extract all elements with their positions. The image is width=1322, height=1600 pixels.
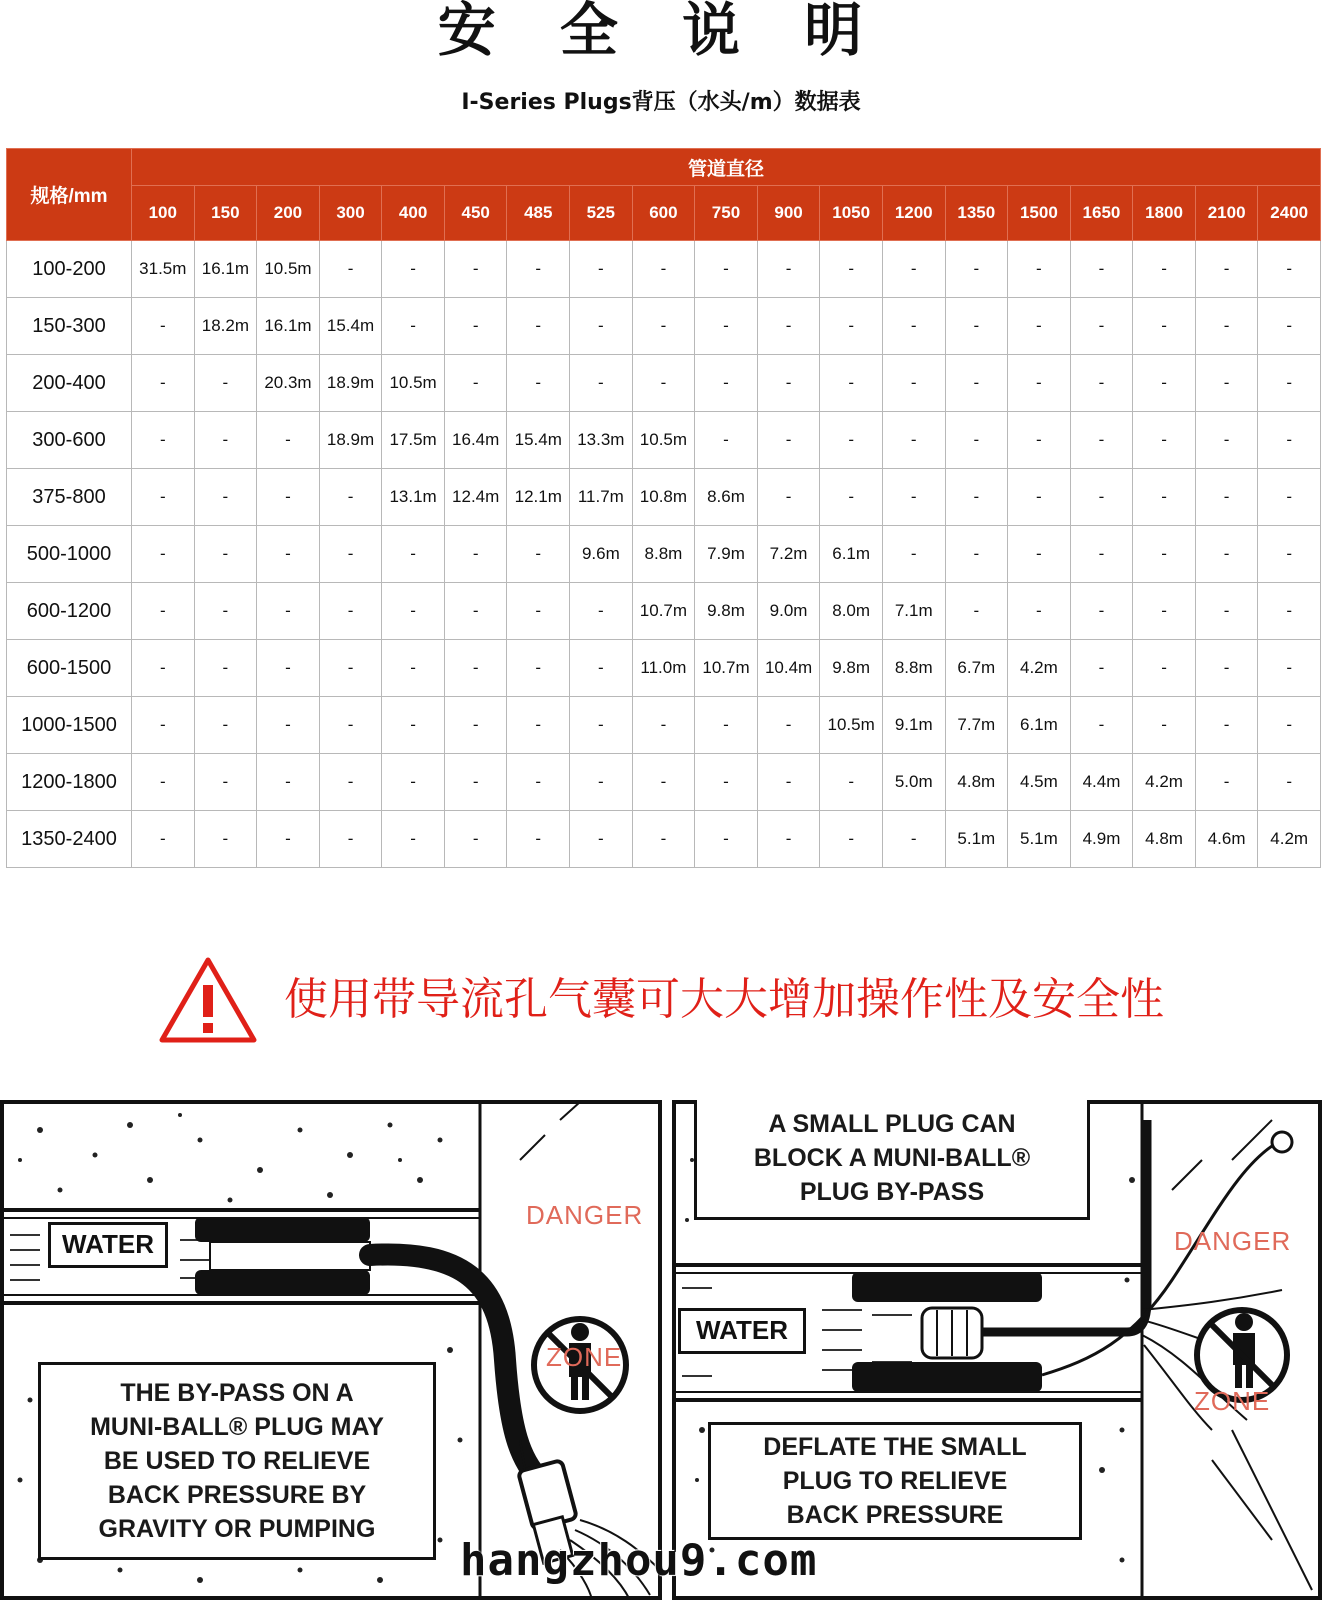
table-cell: -: [507, 583, 570, 640]
table-cell: -: [1258, 298, 1321, 355]
table-cell: -: [319, 640, 382, 697]
table-cell: -: [820, 355, 883, 412]
table-cell: -: [695, 811, 758, 868]
table-cell: -: [695, 298, 758, 355]
table-row: [7, 469, 1321, 526]
table-cell: -: [1070, 526, 1133, 583]
table-cell: 13.3m: [570, 412, 633, 469]
table-cell: -: [570, 640, 633, 697]
table-cell: -: [194, 412, 257, 469]
column-header-2100: 2100: [1195, 186, 1258, 241]
table-cell: -: [695, 412, 758, 469]
table-cell: -: [1133, 298, 1196, 355]
table-cell: -: [1133, 469, 1196, 526]
table-cell: -: [570, 298, 633, 355]
table-cell: -: [882, 469, 945, 526]
table-cell: 5.1m: [945, 811, 1008, 868]
table-cell: 10.4m: [757, 640, 820, 697]
table-cell: 10.5m: [257, 241, 320, 298]
table-cell: -: [1195, 412, 1258, 469]
table-column-header-row: [7, 186, 1321, 241]
table-cell: 7.9m: [695, 526, 758, 583]
table-corner-header: 规格/mm: [7, 149, 132, 241]
row-size-label: 300-600: [7, 412, 132, 469]
table-cell: 4.2m: [1258, 811, 1321, 868]
table-cell: -: [945, 526, 1008, 583]
table-cell: -: [820, 412, 883, 469]
table-cell: -: [507, 241, 570, 298]
table-cell: 17.5m: [382, 412, 445, 469]
table-cell: -: [570, 754, 633, 811]
column-header-750: 750: [695, 186, 758, 241]
warning-text: 使用带导流孔气囊可大大增加操作性及安全性: [284, 974, 1164, 1025]
column-header-200: 200: [257, 186, 320, 241]
table-cell: 9.1m: [882, 697, 945, 754]
table-cell: 10.7m: [695, 640, 758, 697]
column-header-450: 450: [444, 186, 507, 241]
table-cell: -: [1195, 640, 1258, 697]
table-cell: -: [1008, 583, 1071, 640]
table-cell: 18.9m: [319, 412, 382, 469]
table-cell: -: [945, 355, 1008, 412]
table-cell: 7.7m: [945, 697, 1008, 754]
table-cell: 4.9m: [1070, 811, 1133, 868]
table-cell: -: [632, 355, 695, 412]
table-cell: -: [1133, 526, 1196, 583]
table-cell: 7.2m: [757, 526, 820, 583]
table-cell: -: [757, 412, 820, 469]
table-cell: -: [1070, 241, 1133, 298]
column-header-1800: 1800: [1133, 186, 1196, 241]
table-cell: 6.7m: [945, 640, 1008, 697]
table-cell: -: [1133, 241, 1196, 298]
table-row: [7, 811, 1321, 868]
table-cell: 9.0m: [757, 583, 820, 640]
table-cell: -: [132, 355, 195, 412]
column-header-300: 300: [319, 186, 382, 241]
table-cell: -: [757, 469, 820, 526]
table-cell: 9.8m: [820, 640, 883, 697]
table-cell: -: [882, 241, 945, 298]
column-header-400: 400: [382, 186, 445, 241]
table-cell: -: [1258, 469, 1321, 526]
column-header-1050: 1050: [820, 186, 883, 241]
table-cell: -: [382, 583, 445, 640]
table-cell: 4.4m: [1070, 754, 1133, 811]
table-cell: -: [1195, 298, 1258, 355]
table-cell: -: [882, 526, 945, 583]
page-title: 安 全 说 明: [437, 0, 885, 64]
table-cell: -: [257, 697, 320, 754]
table-cell: -: [444, 583, 507, 640]
table-cell: 13.1m: [382, 469, 445, 526]
small-plug-caption-right: A SMALL PLUG CAN BLOCK A MUNI-BALL® PLUG BY-PASS: [694, 1100, 1090, 1220]
column-header-1650: 1650: [1070, 186, 1133, 241]
table-cell: -: [507, 754, 570, 811]
deflate-caption-right: DEFLATE THE SMALL PLUG TO RELIEVE BACK PRESSURE: [708, 1422, 1082, 1540]
table-cell: -: [632, 697, 695, 754]
table-cell: -: [757, 241, 820, 298]
table-cell: -: [194, 811, 257, 868]
table-cell: -: [132, 583, 195, 640]
table-cell: -: [1195, 583, 1258, 640]
row-size-label: 600-1500: [7, 640, 132, 697]
column-header-900: 900: [757, 186, 820, 241]
table-cell: -: [319, 583, 382, 640]
column-header-150: 150: [194, 186, 257, 241]
table-cell: -: [319, 469, 382, 526]
row-size-label: 100-200: [7, 241, 132, 298]
table-cell: -: [507, 697, 570, 754]
table-row: [7, 526, 1321, 583]
table-cell: -: [1195, 697, 1258, 754]
table-cell: -: [257, 583, 320, 640]
table-cell: -: [1008, 412, 1071, 469]
table-cell: -: [132, 811, 195, 868]
table-cell: -: [695, 697, 758, 754]
water-label-left: WATER: [48, 1222, 168, 1268]
table-cell: -: [319, 241, 382, 298]
table-cell: -: [945, 583, 1008, 640]
water-label-right: WATER: [678, 1308, 806, 1354]
table-row: [7, 697, 1321, 754]
table-cell: -: [757, 355, 820, 412]
table-cell: -: [1133, 640, 1196, 697]
table-cell: -: [444, 811, 507, 868]
table-cell: -: [695, 754, 758, 811]
table-cell: -: [757, 298, 820, 355]
table-cell: -: [194, 526, 257, 583]
table-cell: -: [882, 811, 945, 868]
table-cell: 16.1m: [257, 298, 320, 355]
table-cell: 12.4m: [444, 469, 507, 526]
table-cell: 9.6m: [570, 526, 633, 583]
zone-label-left: ZONE: [546, 1342, 623, 1372]
table-cell: -: [1070, 640, 1133, 697]
table-cell: 16.4m: [444, 412, 507, 469]
table-cell: -: [319, 697, 382, 754]
table-cell: -: [257, 811, 320, 868]
table-cell: -: [507, 298, 570, 355]
table-cell: -: [507, 811, 570, 868]
table-row: [7, 412, 1321, 469]
table-cell: -: [1195, 469, 1258, 526]
bypass-diagram-right: [672, 1100, 1322, 1600]
table-cell: -: [194, 640, 257, 697]
table-cell: 10.7m: [632, 583, 695, 640]
table-cell: -: [1008, 355, 1071, 412]
table-cell: -: [1008, 298, 1071, 355]
table-cell: -: [1258, 355, 1321, 412]
backpressure-table: [6, 148, 1321, 868]
table-cell: -: [382, 754, 445, 811]
warning-triangle-icon: [158, 955, 258, 1045]
column-header-1200: 1200: [882, 186, 945, 241]
table-cell: -: [1070, 583, 1133, 640]
table-cell: -: [132, 697, 195, 754]
table-cell: -: [945, 412, 1008, 469]
table-cell: -: [1258, 640, 1321, 697]
table-cell: -: [1008, 469, 1071, 526]
table-cell: -: [194, 469, 257, 526]
column-header-100: 100: [132, 186, 195, 241]
table-cell: 12.1m: [507, 469, 570, 526]
danger-label-right: DANGER: [1174, 1226, 1292, 1256]
table-cell: 20.3m: [257, 355, 320, 412]
table-cell: -: [257, 469, 320, 526]
table-cell: 4.8m: [945, 754, 1008, 811]
table-cell: -: [757, 697, 820, 754]
table-cell: 31.5m: [132, 241, 195, 298]
table-cell: -: [507, 355, 570, 412]
table-cell: 4.6m: [1195, 811, 1258, 868]
row-size-label: 1200-1800: [7, 754, 132, 811]
table-cell: -: [570, 697, 633, 754]
table-cell: 8.6m: [695, 469, 758, 526]
table-cell: -: [132, 469, 195, 526]
column-header-2400: 2400: [1258, 186, 1321, 241]
table-row: [7, 583, 1321, 640]
table-cell: 10.5m: [382, 355, 445, 412]
table-cell: -: [444, 355, 507, 412]
table-cell: -: [132, 754, 195, 811]
danger-label-left: DANGER: [526, 1200, 644, 1230]
table-cell: -: [1258, 697, 1321, 754]
table-cell: -: [820, 811, 883, 868]
table-cell: -: [1195, 355, 1258, 412]
table-cell: -: [382, 697, 445, 754]
table-cell: -: [1258, 241, 1321, 298]
table-cell: -: [194, 754, 257, 811]
table-cell: 10.8m: [632, 469, 695, 526]
bypass-caption-left: THE BY-PASS ON A MUNI-BALL® PLUG MAY BE USED TO RELIEVE BACK PRESSURE BY GRAVITY OR PUMPING: [38, 1362, 436, 1560]
table-cell: -: [444, 298, 507, 355]
table-cell: -: [132, 526, 195, 583]
table-cell: -: [632, 241, 695, 298]
table-cell: -: [945, 241, 1008, 298]
table-cell: -: [882, 298, 945, 355]
table-cell: -: [444, 241, 507, 298]
table-cell: -: [1195, 241, 1258, 298]
row-size-label: 500-1000: [7, 526, 132, 583]
table-cell: -: [757, 811, 820, 868]
table-cell: -: [570, 355, 633, 412]
table-cell: -: [319, 811, 382, 868]
table-cell: -: [1008, 526, 1071, 583]
table-cell: 8.8m: [882, 640, 945, 697]
table-cell: 6.1m: [1008, 697, 1071, 754]
table-cell: -: [632, 754, 695, 811]
safety-warning-banner: [0, 955, 1322, 1045]
table-cell: 11.7m: [570, 469, 633, 526]
table-cell: -: [194, 355, 257, 412]
table-cell: -: [257, 754, 320, 811]
table-cell: -: [1195, 526, 1258, 583]
table-cell: -: [1258, 583, 1321, 640]
row-size-label: 600-1200: [7, 583, 132, 640]
table-cell: -: [319, 754, 382, 811]
table-row: [7, 640, 1321, 697]
table-cell: -: [132, 412, 195, 469]
table-cell: -: [632, 298, 695, 355]
column-header-600: 600: [632, 186, 695, 241]
table-cell: -: [1133, 697, 1196, 754]
table-cell: 7.1m: [882, 583, 945, 640]
pipe-diameter-group-header: 管道直径: [132, 149, 1321, 186]
table-cell: -: [570, 583, 633, 640]
table-cell: 11.0m: [632, 640, 695, 697]
table-cell: -: [444, 754, 507, 811]
table-cell: -: [1133, 412, 1196, 469]
table-cell: -: [507, 526, 570, 583]
table-cell: 8.0m: [820, 583, 883, 640]
table-cell: -: [1258, 526, 1321, 583]
column-header-1350: 1350: [945, 186, 1008, 241]
table-cell: 4.2m: [1008, 640, 1071, 697]
table-cell: -: [1070, 355, 1133, 412]
table-cell: -: [1133, 583, 1196, 640]
table-cell: 6.1m: [820, 526, 883, 583]
table-cell: -: [382, 526, 445, 583]
table-cell: -: [1258, 754, 1321, 811]
table-cell: 4.2m: [1133, 754, 1196, 811]
row-size-label: 1000-1500: [7, 697, 132, 754]
table-row: [7, 754, 1321, 811]
bypass-diagram-left: [0, 1100, 662, 1600]
row-size-label: 1350-2400: [7, 811, 132, 868]
table-cell: -: [945, 469, 1008, 526]
table-cell: 10.5m: [632, 412, 695, 469]
table-cell: 15.4m: [507, 412, 570, 469]
column-header-525: 525: [570, 186, 633, 241]
table-cell: -: [444, 526, 507, 583]
table-cell: -: [882, 412, 945, 469]
row-size-label: 150-300: [7, 298, 132, 355]
table-cell: -: [507, 640, 570, 697]
table-cell: 5.1m: [1008, 811, 1071, 868]
table-cell: 18.2m: [194, 298, 257, 355]
table-cell: -: [444, 640, 507, 697]
row-size-label: 200-400: [7, 355, 132, 412]
table-cell: -: [695, 241, 758, 298]
table-cell: -: [820, 241, 883, 298]
table-cell: -: [382, 298, 445, 355]
table-cell: 10.5m: [820, 697, 883, 754]
table-cell: 4.8m: [1133, 811, 1196, 868]
table-cell: -: [382, 811, 445, 868]
table-cell: -: [820, 754, 883, 811]
table-cell: -: [1258, 412, 1321, 469]
table-cell: -: [1195, 754, 1258, 811]
table-cell: -: [382, 241, 445, 298]
table-cell: 8.8m: [632, 526, 695, 583]
row-size-label: 375-800: [7, 469, 132, 526]
table-cell: -: [1070, 697, 1133, 754]
table-cell: 9.8m: [695, 583, 758, 640]
table-cell: -: [444, 697, 507, 754]
table-cell: -: [1070, 298, 1133, 355]
column-header-485: 485: [507, 186, 570, 241]
table-row: [7, 355, 1321, 412]
table-cell: -: [257, 412, 320, 469]
site-watermark: hangzhou9.com: [460, 1535, 818, 1586]
table-cell: -: [820, 469, 883, 526]
table-row: [7, 298, 1321, 355]
table-cell: -: [194, 583, 257, 640]
table-cell: -: [695, 355, 758, 412]
table-cell: 15.4m: [319, 298, 382, 355]
table-cell: 18.9m: [319, 355, 382, 412]
table-cell: -: [945, 298, 1008, 355]
table-cell: 16.1m: [194, 241, 257, 298]
table-cell: -: [882, 355, 945, 412]
table-subtitle: I-Series Plugs背压（水头/m）数据表: [461, 90, 861, 115]
column-header-1500: 1500: [1008, 186, 1071, 241]
table-cell: -: [132, 298, 195, 355]
table-cell: -: [194, 697, 257, 754]
table-cell: -: [1133, 355, 1196, 412]
table-cell: -: [132, 640, 195, 697]
table-cell: -: [820, 298, 883, 355]
table-cell: -: [1070, 412, 1133, 469]
zone-label-right: ZONE: [1194, 1386, 1271, 1416]
table-cell: -: [319, 526, 382, 583]
table-cell: -: [757, 754, 820, 811]
table-cell: -: [570, 241, 633, 298]
table-header-group-row: [7, 149, 1321, 186]
table-cell: 4.5m: [1008, 754, 1071, 811]
table-cell: 5.0m: [882, 754, 945, 811]
table-body: [7, 241, 1321, 868]
table-cell: -: [257, 640, 320, 697]
table-cell: -: [570, 811, 633, 868]
table-row: [7, 241, 1321, 298]
table-cell: -: [632, 811, 695, 868]
table-cell: -: [257, 526, 320, 583]
table-cell: -: [1070, 469, 1133, 526]
table-cell: -: [1008, 241, 1071, 298]
table-cell: -: [382, 640, 445, 697]
